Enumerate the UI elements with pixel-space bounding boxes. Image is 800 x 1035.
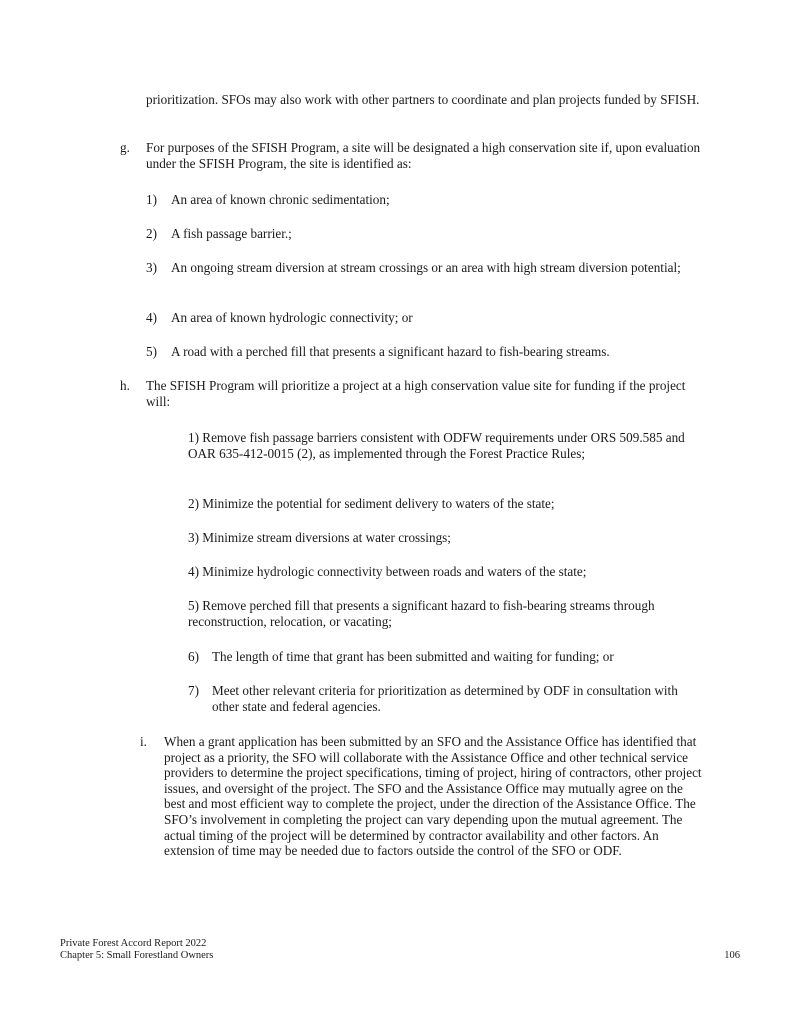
g-list-label: 1): [146, 192, 157, 207]
h-list-text: Meet other relevant criteria for prioritization as determined by ODF in consultation with other state and federal agencies.: [212, 683, 678, 714]
item-h: [120, 378, 710, 409]
item-i: [140, 734, 706, 859]
item-g-label: g.: [120, 140, 130, 155]
g-list-text: A fish passage barrier.;: [171, 226, 292, 241]
h-list-item-2: 2) Minimize the potential for sediment delivery to waters of the state;: [188, 496, 555, 511]
continuation-paragraph: prioritization. SFOs may also work with other partners to coordinate and plan projects funded by SFISH.: [146, 92, 700, 107]
h-list-item-3: 3) Minimize stream diversions at water crossings;: [188, 530, 451, 545]
h-list-item-6: [188, 649, 688, 665]
item-h-label: h.: [120, 378, 130, 393]
item-i-label: i.: [140, 734, 147, 749]
item-g: [120, 140, 710, 171]
page-number: 106: [724, 950, 740, 961]
g-list-item-4: [146, 310, 706, 326]
g-list-label: 5): [146, 344, 157, 359]
g-list-text: An area of known hydrologic connectivity; or: [171, 310, 413, 325]
page-footer: [60, 938, 740, 962]
h-list-text: The length of time that grant has been submitted and waiting for funding; or: [212, 649, 614, 664]
g-list-label: 3): [146, 260, 157, 275]
g-list-label: 4): [146, 310, 157, 325]
g-list-label: 2): [146, 226, 157, 241]
item-h-text: The SFISH Program will prioritize a project at a high conservation value site for funding if the project will:: [146, 378, 686, 409]
item-i-text: When a grant application has been submitted by an SFO and the Assistance Office has identified that project as a priority, the SFO will collaborate with the Assistance Office and other technical service providers to determine the project specifications, timing of project, hiring of contractors, other project issues, and oversight of the project. The SFO and the Assistance Office may mutually agree on the best and most efficient way to complete the project, under the direction of the Assistance Office. The SFO’s involvement in completing the project can vary depending upon the mutual agreement. The actual timing of the project will be determined by contractor availability and other factors. An extension of time may be needed due to factors outside the control of the SFO or ODF.: [164, 734, 702, 859]
footer-chapter-title: Chapter 5: Small Forestland Owners: [60, 950, 214, 961]
item-g-text: For purposes of the SFISH Program, a site will be designated a high conservation site if, upon evaluation under the SFISH Program, the site is identified as:: [146, 140, 701, 171]
g-list-text: An area of known chronic sedimentation;: [171, 192, 390, 207]
g-list-item-5: [146, 344, 706, 360]
g-list-item-2: [146, 226, 706, 242]
g-list-item-1: [146, 192, 706, 208]
h-list-item-1: 1) Remove fish passage barriers consistent with ODFW requirements under ORS 509.585 and OAR 635-412-0015 (2), as implemented through the Forest Practice Rules;: [188, 430, 685, 461]
footer-report-title: Private Forest Accord Report 2022: [60, 938, 207, 949]
h-list-label: 6): [188, 649, 199, 664]
g-list-item-3: [146, 260, 706, 276]
g-list-text: An ongoing stream diversion at stream crossings or an area with high stream diversion potential;: [171, 260, 681, 275]
g-list-text: A road with a perched fill that presents a significant hazard to fish-bearing streams.: [171, 344, 610, 359]
h-list-item-7: [188, 683, 688, 714]
h-list-item-4: 4) Minimize hydrologic connectivity between roads and waters of the state;: [188, 564, 587, 579]
h-list-item-5: 5) Remove perched fill that presents a significant hazard to fish-bearing streams through reconstruction, relocation, or vacating;: [188, 598, 655, 629]
h-list-label: 7): [188, 683, 199, 698]
